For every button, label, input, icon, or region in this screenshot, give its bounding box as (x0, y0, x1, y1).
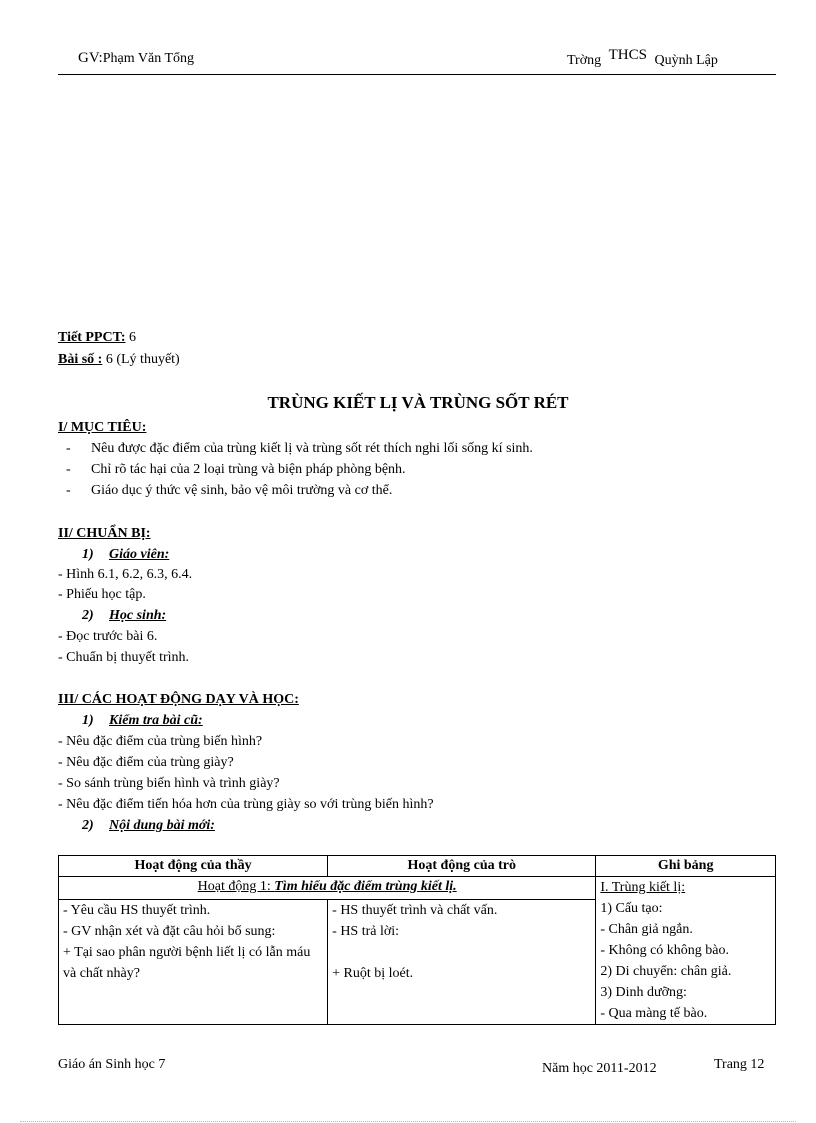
footer-year: Năm học 2011-2012 (542, 1061, 657, 1076)
student-line: - HS thuyết trình và chất vấn. (332, 903, 498, 918)
gv-item: - Phiếu học tập. (58, 587, 146, 602)
chuan-bi-heading: II/ CHUẨN BỊ: (58, 526, 151, 541)
muc-tieu-heading: I/ MỤC TIÊU: (58, 420, 147, 435)
kt-item: - So sánh trùng biến hình và trình giày? (58, 776, 280, 791)
header-student-activity: Hoạt động của trò (328, 856, 596, 877)
table-header-row (59, 856, 776, 877)
header-teacher-activity: Hoạt động của thầy (59, 856, 328, 877)
muc-tieu-item: - Nêu được đặc điểm của trùng kiết lị và trùng sốt rét thích nghi lối sống kí sinh. (66, 441, 533, 456)
bai-label: Bài số : (58, 352, 103, 367)
kt-item: - Nêu đặc điểm của trùng biến hình? (58, 734, 263, 749)
school-name: Quỳnh Lập (654, 53, 718, 68)
hs-item: - Đọc trước bài 6. (58, 629, 158, 644)
kt-item: - Nêu đặc điểm tiến hóa hơn của trùng giày so với trùng biến hình? (58, 797, 434, 812)
header-teacher (78, 50, 194, 67)
table-activity-row (59, 877, 776, 900)
activity-title: Tìm hiểu đặc điểm trùng kiết lị. (274, 879, 457, 894)
board-line: I. Trùng kiết lị: (600, 880, 686, 895)
gv-item: - Hình 6.1, 6.2, 6.3, 6.4. (58, 567, 193, 582)
board-notes-cell (596, 877, 776, 1025)
student-line: - HS trả lời: (332, 924, 400, 939)
hs-item: - Chuẩn bị thuyết trình. (58, 650, 190, 665)
footer-page: Trang 12 (714, 1057, 765, 1072)
hs-subheading: 2) Học sinh: (82, 608, 167, 623)
student-activity-cell (328, 900, 596, 1025)
hoat-dong-heading: III/ CÁC HOẠT ĐỘNG DẠY VÀ HỌC: (58, 692, 299, 707)
tiet-label: Tiết PPCT: (58, 330, 126, 345)
activity-title-cell (59, 877, 596, 900)
page-bottom-border (20, 1121, 796, 1122)
muc-tieu-item: - Chỉ rõ tác hại của 2 loại trùng và biện pháp phòng bệnh. (66, 462, 406, 477)
teacher-line: + Tại sao phân người bệnh liết lị có lẫn máu và chất nhày? (63, 945, 311, 981)
footer-subject: Giáo án Sinh học 7 (58, 1057, 166, 1072)
teacher-line: - GV nhận xét và đặt câu hỏi bổ sung: (63, 924, 276, 939)
kt-subheading: 1) Kiểm tra bài cũ: (82, 713, 203, 728)
teacher-label: GV: (78, 50, 103, 66)
lesson-bai (58, 350, 180, 370)
teacher-activity-cell (59, 900, 328, 1025)
school-prefix: Trờng (567, 53, 602, 68)
header-board-notes: Ghi bảng (596, 856, 776, 877)
muc-tieu-item: - Giáo dục ý thức vệ sinh, bảo vệ môi trường và cơ thể. (66, 483, 393, 498)
board-line: 1) Cấu tạo: (600, 901, 663, 916)
teacher-name: Phạm Văn Tổng (102, 51, 194, 66)
header-school (567, 47, 718, 69)
board-line: - Qua màng tế bào. (600, 1006, 708, 1021)
student-line: + Ruột bị loét. (332, 966, 414, 981)
gv-subheading: 1) Giáo viên: (82, 547, 170, 562)
school-type: THCS (608, 47, 647, 63)
lesson-plan-table (58, 855, 776, 1025)
header-rule (58, 74, 776, 75)
board-line: - Không có không bào. (600, 943, 730, 958)
board-line: - Chân giả ngắn. (600, 922, 693, 937)
board-line: 3) Dinh dưỡng: (600, 985, 687, 1000)
board-line: 2) Di chuyển: chân giả. (600, 964, 732, 979)
bai-value: 6 (Lý thuyết) (102, 352, 180, 367)
tiet-value: 6 (125, 330, 137, 345)
lesson-title: TRÙNG KIẾT LỊ VÀ TRÙNG SỐT RÉT (267, 393, 569, 412)
activity-prefix: Hoạt động 1: (197, 879, 275, 894)
nd-subheading: 2) Nội dung bài mới: (82, 818, 215, 833)
lesson-tiet (58, 328, 136, 348)
teacher-line: - Yêu cầu HS thuyết trình. (63, 903, 211, 918)
kt-item: - Nêu đặc điểm của trùng giày? (58, 755, 234, 770)
